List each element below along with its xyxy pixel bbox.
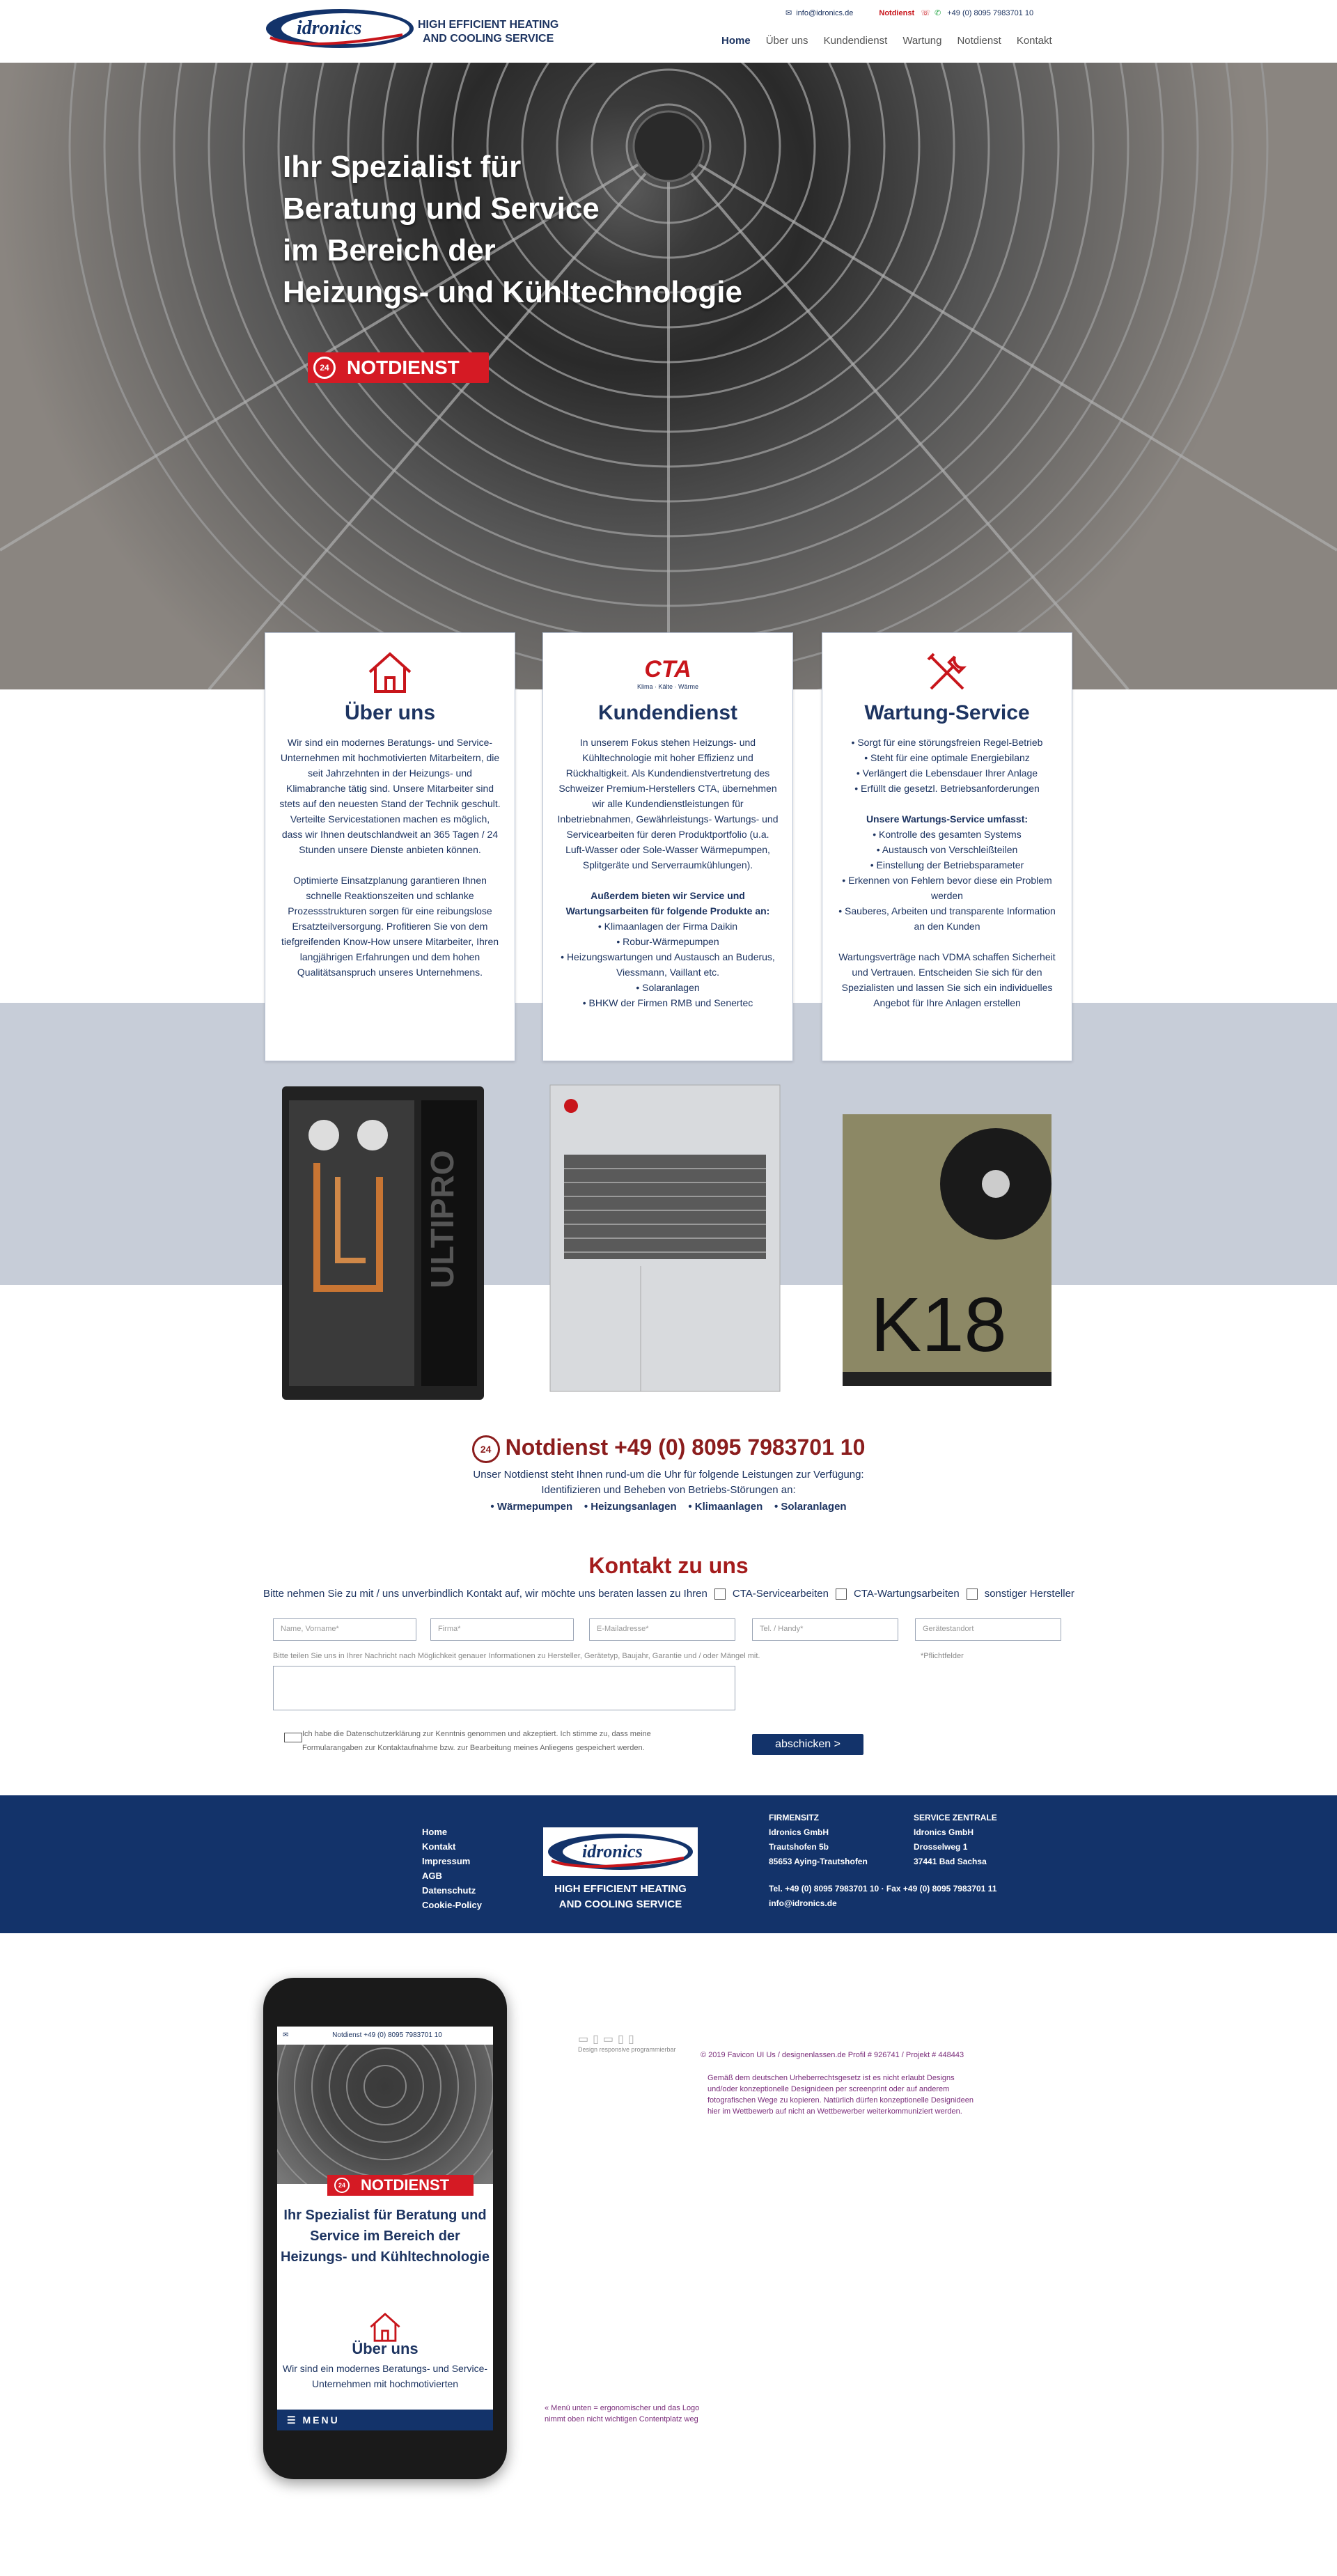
footer-link-kontakt[interactable]: Kontakt (422, 1841, 456, 1852)
ultipro-label: ULTIPRO (424, 1150, 460, 1288)
footer-address-line: Drosselweg 1 (914, 1842, 968, 1852)
message-textarea[interactable] (273, 1666, 735, 1710)
devices-icon-row (578, 2032, 676, 2053)
emergency-text-line: Unser Notdienst steht Ihnen rund-um die Uhr für folgende Leistungen zur Verfügung: (473, 1468, 864, 1481)
consent-checkbox[interactable] (284, 1733, 302, 1742)
sonstiger-checkbox[interactable] (967, 1588, 978, 1600)
tagline-line-1: HIGH EFFICIENT HEATING (418, 19, 559, 31)
footer-email[interactable]: info@idronics.de (769, 1898, 837, 1908)
emergency-item: • Klimaanlagen (688, 1500, 763, 1513)
phone-field[interactable]: Tel. / Handy* (752, 1618, 898, 1641)
card-wartung (822, 632, 1072, 1061)
tools-icon (836, 648, 1058, 697)
nav-notdienst[interactable]: Notdienst (957, 35, 1001, 47)
main-nav (721, 35, 1052, 47)
phone-section-text: Wir sind ein modernes Beratungs- und Service-Unternehmen mit hochmotivierten (282, 2363, 488, 2389)
devices-icon: ▭▯▭▯▯ (578, 2034, 639, 2045)
footer-firmensitz (769, 1811, 868, 1869)
footer-address-line: Trautshofen 5b (769, 1842, 829, 1852)
emergency-title (0, 1435, 1337, 1463)
hero-title-line: Heizungs- und Kühltechnologie (283, 275, 742, 309)
footer-tagline (543, 1882, 698, 1912)
notdienst-button-label: NOTDIENST (347, 357, 460, 378)
tagline-line-2: AND COOLING SERVICE (423, 33, 554, 45)
footer-tagline-line: HIGH EFFICIENT HEATING (554, 1883, 687, 1895)
notdienst-button[interactable] (308, 352, 489, 383)
card-text-bold: Außerdem bieten wir Service und Wartungsarbeiten für folgende Produkte an: (565, 890, 770, 916)
cta-wartung-checkbox[interactable] (836, 1588, 847, 1600)
footer-address-line: Idronics GmbH (769, 1827, 829, 1837)
card-text: In unserem Fokus stehen Heizungs- und Kühltechnologie mit hoher Effizienz und Rückhaltigkeit. Als Kundendienstvertretung des Schweizer Premium-Herstellers CTA, übernehmen wir alle Kundendienstleistungen für Inbetriebnahmen, Gewährleistungs- Wartungs- und Servicearbeiten für deren Produktportfolio (u.a. Luft-Wasser oder Sole-Wasser Wärmepumpen, Splitgeräte und Serverraumkühlungen). (557, 737, 779, 871)
footer-heading: FIRMENSITZ (769, 1813, 819, 1822)
cta-logo-text: CTA (644, 655, 691, 682)
footer-link-agb[interactable]: AGB (422, 1871, 442, 1881)
footer-links (422, 1825, 482, 1912)
cta-logo-subtitle: Klima · Kälte · Wärme (636, 682, 698, 690)
nav-ueber-uns[interactable]: Über uns (765, 35, 808, 47)
card-list: • Klimaanlagen der Firma Daikin • Robur-Wärmepumpen • Heizungswartungen und Austausch an Buderus, Viessmann, Vaillant etc. • Solaranlagen • BHKW der Firmen RMB und Senertec (561, 921, 775, 1008)
hero-section (0, 63, 1337, 689)
ultipro-heatpump-image (275, 1079, 491, 1407)
site-header (0, 0, 1337, 63)
phone-screen (277, 2027, 493, 2430)
card-title: Kundendienst (598, 701, 737, 724)
email-field[interactable]: E-Mailadresse* (589, 1618, 735, 1641)
top-contact-bar (785, 8, 1038, 17)
header-email-link[interactable]: info@idronics.de (796, 9, 854, 17)
phone-hero-image (277, 2045, 493, 2184)
footer-phone-fax[interactable]: Tel. +49 (0) 8095 7983701 10 · Fax +49 (0) 8095 7983701 11 (769, 1884, 997, 1894)
footer-logo[interactable] (543, 1827, 698, 1876)
consent-block (286, 1727, 689, 1755)
nav-kundendienst[interactable]: Kundendienst (823, 35, 888, 47)
hero-title-line: Beratung und Service (283, 192, 600, 226)
card-title: Über uns (344, 701, 436, 724)
checkbox-label: CTA-Servicearbeiten (732, 1588, 829, 1600)
24h-phone-icon: 24 (472, 1435, 500, 1463)
checkbox-label: CTA-Wartungsarbeiten (853, 1588, 960, 1600)
hero-title-line: Ihr Spezialist für (283, 150, 522, 184)
house-icon (279, 648, 501, 697)
devices-label: Design responsive programmierbar (578, 2046, 676, 2053)
cta-service-checkbox[interactable] (714, 1588, 726, 1600)
mail-icon: ✉ (785, 9, 792, 17)
card-title: Wartung-Service (864, 701, 1030, 724)
idronics-logo[interactable] (263, 7, 416, 50)
footer-link-home[interactable]: Home (422, 1827, 448, 1837)
phone-notdienst-text[interactable]: Notdienst +49 (0) 8095 7983701 10 (332, 2031, 442, 2039)
message-hint: Bitte teilen Sie uns in Ihrer Nachricht nach Möglichkeit genauer Informationen zu Hersteller, Gerätetyp, Baujahr, Garantie und / oder Mängel mit. (273, 1652, 760, 1660)
cta-heatpump-image (543, 1078, 794, 1412)
whatsapp-icon: ✆ (934, 9, 941, 17)
hero-title (283, 146, 840, 313)
company-field[interactable]: Firma* (430, 1618, 574, 1641)
footer-address-line: Idronics GmbH (914, 1827, 974, 1837)
nav-wartung[interactable]: Wartung (902, 35, 942, 47)
phone-topbar (277, 2027, 493, 2045)
card-kundendienst (542, 632, 793, 1061)
footer-link-datenschutz[interactable]: Datenschutz (422, 1885, 476, 1896)
footer-tagline-line: AND COOLING SERVICE (558, 1898, 682, 1910)
card-text-bold: Unsere Wartungs-Service umfasst: (866, 813, 1029, 825)
svg-text:idronics: idronics (297, 17, 362, 39)
24h-phone-icon: 24 (334, 2178, 350, 2193)
menu-note: « Menü unten = ergonomischer und das Logo nimmt oben nicht wichtigen Contentplatz weg (545, 2404, 700, 2423)
footer-heading: SERVICE ZENTRALE (914, 1813, 997, 1822)
contact-intro: Bitte nehmen Sie zu mit / uns unverbindlich Kontakt auf, wir möchte uns beraten lassen zu Ihren (263, 1588, 707, 1600)
hamburger-icon[interactable]: ☰ (287, 2414, 298, 2426)
nav-home[interactable]: Home (721, 35, 751, 47)
card-text: Optimierte Einsatzplanung garantieren Ihnen schnelle Reaktionszeiten und schlanke Prozessstrukturen sorgen für eine reibungslose Ersatzteilversorgung. Profitieren Sie von dem tiefgreifenden Know-How unsere Mitarbeiter, Ihren langjährigen Erfahrungen und dem hohen Qualitätsanspruch unseres Unternehmens. (281, 875, 499, 978)
header-notdienst-label: Notdienst (879, 9, 915, 17)
site-footer (0, 1795, 1337, 1933)
nav-kontakt[interactable]: Kontakt (1016, 35, 1052, 47)
footer-service-zentrale (914, 1811, 997, 1869)
emergency-phone[interactable]: Notdienst +49 (0) 8095 7983701 10 (505, 1435, 866, 1460)
footer-address-line: 37441 Bad Sachsa (914, 1857, 987, 1866)
emergency-item: • Solaranlagen (774, 1500, 847, 1513)
emergency-item: • Wärmepumpen (490, 1500, 573, 1513)
footer-address-line: 85653 Aying-Trautshofen (769, 1857, 868, 1866)
copyright-note: © 2019 Favicon UI Us / designenlassen.de Profil # 926741 / Projekt # 448443 (701, 2051, 964, 2059)
phone-menu-bar[interactable] (277, 2410, 493, 2430)
header-tagline (418, 18, 558, 46)
footer-contact (769, 1882, 996, 1911)
k18-label: K18 (870, 1282, 1007, 1368)
contact-options (263, 1588, 1074, 1600)
header-phone-link[interactable]: +49 (0) 8095 7983701 10 (947, 9, 1034, 17)
card-text: Wir sind ein modernes Beratungs- und Service-Unternehmen mit hochmotivierten Mitarbeitern, die seit Jahrzehnten in der Heizungs- und Klimabranche tätig sind. Unsere Mitarbeiter sind stets auf den neuesten Stand der Technik geschult. Verteilte Servicestationen machen es möglich, dass wir Ihnen deutschlandweit an 365 Tagen / 24 Stunden unsere Dienste anbieten können. (279, 737, 501, 855)
card-list: • Kontrolle des gesamten Systems • Austausch von Verschleißteilen • Einstellung der Betriebsparameter • Erkennen von Fehlern bevor diese ein Problem werden • Sauberes, Arbeiten und transparente Information an den Kunden (838, 829, 1056, 932)
copyright-notice: Gemäß dem deutschen Urheberrechtsgesetz ist es nicht erlaubt Designs und/oder konzeptionelle Designideen per screenprint oder auf anderem fotografischen Wege zu kopieren. Natürlich dürfen konzeptionelle Designideen hier im Wettbewerb auf nicht an Wettbewerber weiterkommuniziert werden. (707, 2074, 974, 2116)
phone-section-title: Über uns (352, 2340, 419, 2357)
emergency-text (0, 1467, 1337, 1498)
24h-phone-icon: 24 (313, 357, 336, 379)
mail-icon: ✉ (283, 2031, 289, 2039)
checkbox-label: sonstiger Hersteller (984, 1588, 1074, 1600)
phone-hero-title: Ihr Spezialist für Beratung und Service im Bereich der Heizungs- und Kühltechnologie (281, 2208, 490, 2265)
card-text: Wartungsverträge nach VDMA schaffen Sicherheit und Vertrauen. Entscheiden Sie sich für den Spezialisten und lassen Sie sich ein individuelles Angebot für Ihre Anlagen erstellen (838, 951, 1056, 1008)
required-note: *Pflichtfelder (921, 1652, 964, 1660)
consent-text: Ich habe die Datenschutzerklärung zur Kenntnis genommen und akzeptiert. Ich stimme zu, dass meine Formularangaben zur Kontaktaufnahme bzw. zur Bearbeitung meines Anliegens gespeichert werden. (302, 1730, 651, 1752)
footer-logo-text: idronics (582, 1841, 643, 1861)
phone-notdienst-label: NOTDIENST (361, 2176, 450, 2194)
card-list: • Sorgt für eine störungsfreien Regel-Betrieb • Steht für eine optimale Energiebilanz • Verlängert die Lebensdauer Ihrer Anlage • Erfüllt die gesetzl. Betriebsanforderungen (851, 737, 1043, 794)
footer-link-cookie[interactable]: Cookie-Policy (422, 1900, 482, 1910)
emergency-section (0, 1435, 1337, 1513)
footer-link-impressum[interactable]: Impressum (422, 1856, 471, 1866)
phone-mockup (263, 1978, 507, 2479)
phone-menu-label: MENU (302, 2414, 340, 2426)
location-field[interactable]: Gerätestandort (915, 1618, 1061, 1641)
emergency-item: • Heizungsanlagen (584, 1500, 677, 1513)
emergency-list (0, 1501, 1337, 1513)
phone-icon: ☏ (921, 9, 930, 17)
name-field[interactable]: Name, Vorname* (273, 1618, 416, 1641)
hero-title-line: im Bereich der (283, 233, 496, 267)
card-ueber-uns (265, 632, 515, 1061)
emergency-text-line: Identifizieren und Beheben von Betriebs-Störungen an: (541, 1483, 796, 1496)
k18-heatpump-image (815, 1093, 1072, 1400)
submit-button[interactable]: abschicken > (752, 1734, 863, 1755)
phone-notdienst-button[interactable] (327, 2175, 474, 2196)
cta-logo (557, 648, 779, 697)
contact-title: Kontakt zu uns (588, 1553, 749, 1578)
